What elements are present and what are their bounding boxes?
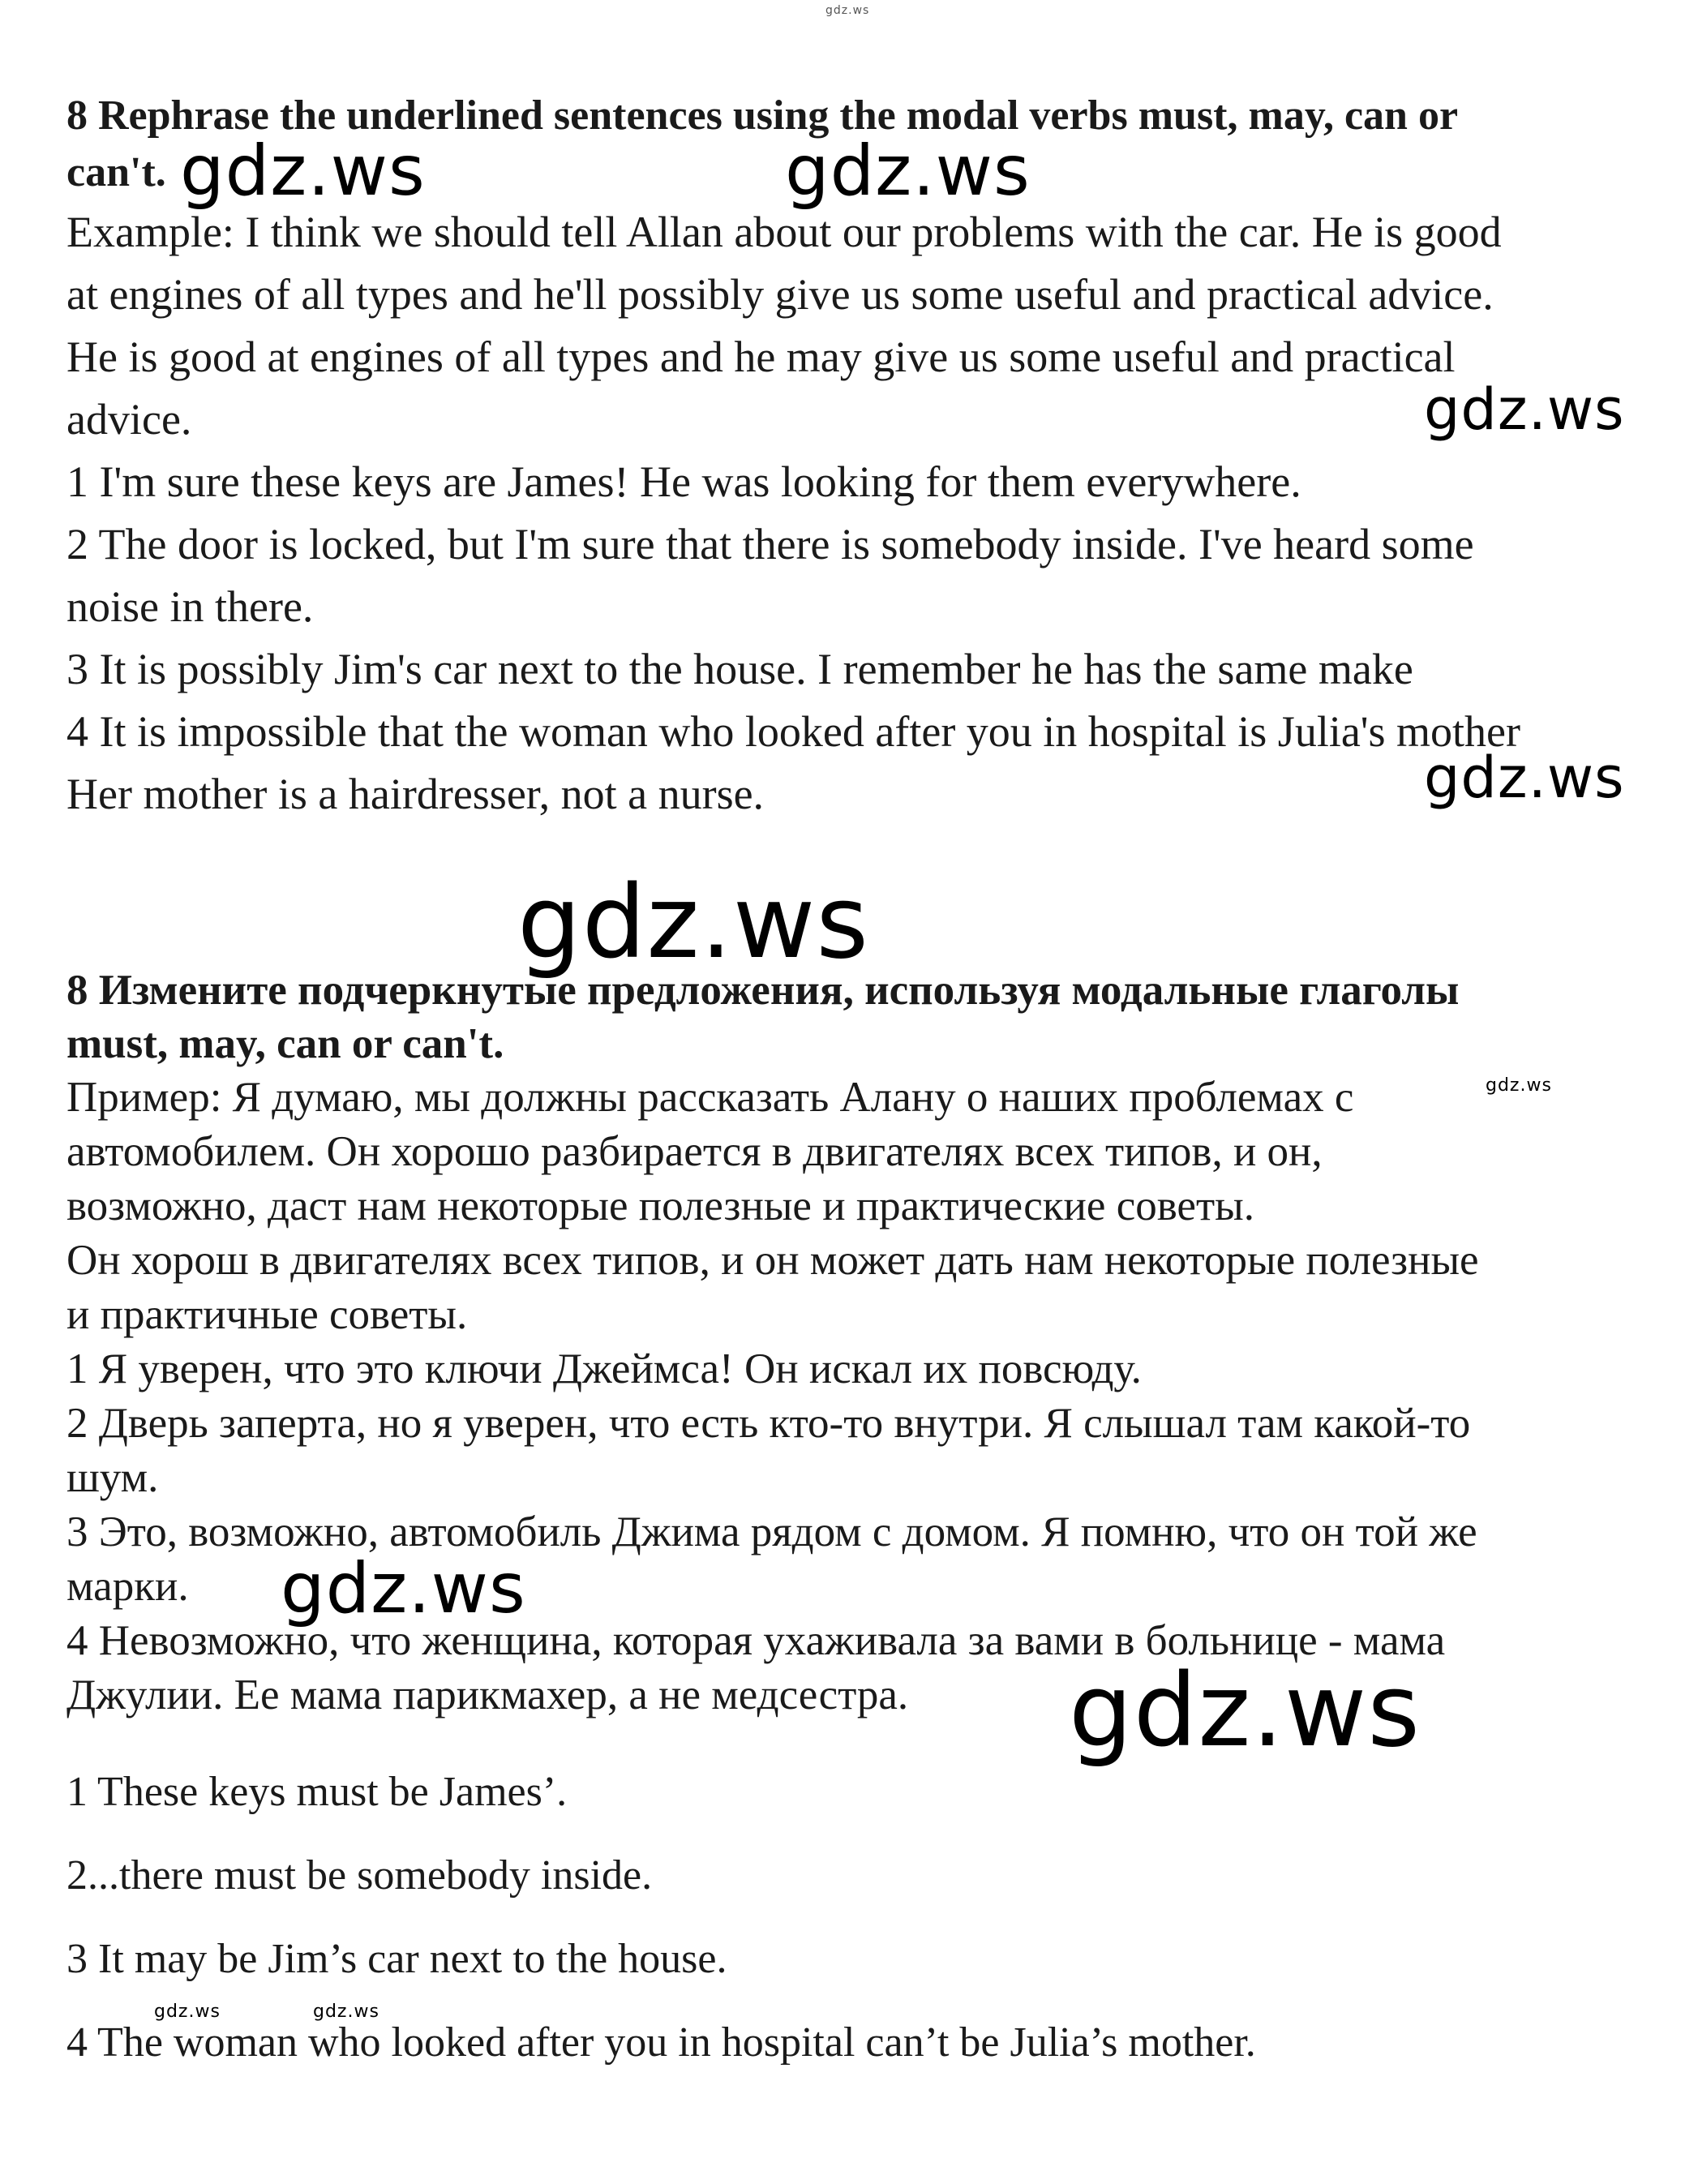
answer-line: 2...there must be somebody inside. (66, 1852, 653, 1899)
watermark-small: gdz.ws (1486, 1075, 1552, 1096)
english-line: 1 I'm sure these keys are James! He was looking for them everywhere. (66, 457, 1301, 506)
english-line: Example: I think we should tell Allan about our problems with the car. He is good (66, 208, 1502, 256)
english-line: 2 The door is locked, but I'm sure that there is somebody inside. I've heard some (66, 520, 1474, 569)
answer-line: 1 These keys must be James’. (66, 1769, 568, 1815)
answers-block (66, 1750, 1648, 2084)
english-heading-line-2: can't. (66, 149, 166, 195)
russian-line: автомобилем. Он хорошо разбирается в двигателях всех типов, и он, (66, 1128, 1323, 1175)
watermark-small: gdz.ws (313, 2002, 379, 2022)
english-line: advice. (66, 395, 192, 444)
watermark: gdz.ws (1424, 744, 1625, 811)
russian-heading-line-1: 8 Измените подчеркнутые предложения, используя модальные глаголы (66, 967, 1460, 1014)
russian-line: и практичные советы. (66, 1291, 468, 1338)
watermark-large: gdz.ws (1069, 1653, 1421, 1770)
watermark: gdz.ws (1424, 376, 1625, 443)
watermark-large: gdz.ws (517, 865, 869, 981)
russian-line: 1 Я уверен, что это ключи Джеймса! Он искал их повсюду. (66, 1345, 1142, 1392)
english-line: He is good at engines of all types and he may give us some useful and practical (66, 333, 1456, 381)
russian-line: Джулии. Ее мама парикмахер, а не медсестра. (66, 1671, 909, 1718)
watermark-micro: gdz.ws (825, 4, 870, 17)
answer-line: 4 The woman who looked after you in hospital can’t be Julia’s mother. (66, 2019, 1256, 2066)
english-line: noise in there. (66, 582, 314, 631)
english-heading-line-1: 8 Rephrase the underlined sentences using the modal verbs must, may, can or (66, 92, 1459, 139)
english-line: 3 It is possibly Jim's car next to the house. I remember he has the same make (66, 645, 1413, 693)
russian-line: 2 Дверь заперта, но я уверен, что есть кто-то внутри. Я слышал там какой-то (66, 1400, 1471, 1447)
russian-line: Пример: Я думаю, мы должны рассказать Алану о наших проблемах с (66, 1074, 1354, 1121)
russian-heading-line-2: must, may, can or can't. (66, 1020, 504, 1067)
watermark: gdz.ws (281, 1548, 526, 1629)
watermark: gdz.ws (180, 131, 426, 212)
english-line: 4 It is impossible that the woman who looked after you in hospital is Julia's mother (66, 707, 1520, 756)
english-line: Her mother is a hairdresser, not a nurse. (66, 770, 765, 818)
russian-line: 4 Невозможно, что женщина, которая ухаживала за вами в больнице - мама (66, 1617, 1446, 1664)
english-line: at engines of all types and he'll possibly give us some useful and practical advice. (66, 270, 1494, 319)
russian-line: 3 Это, возможно, автомобиль Джима рядом с домом. Я помню, что он той же (66, 1508, 1477, 1555)
russian-line: Он хорош в двигателях всех типов, и он может дать нам некоторые полезные (66, 1237, 1479, 1284)
watermark: gdz.ws (785, 131, 1031, 212)
watermark-small: gdz.ws (154, 2002, 221, 2022)
answer-line: 3 It may be Jim’s car next to the house. (66, 1936, 727, 1982)
russian-line: возможно, даст нам некоторые полезные и практические советы. (66, 1182, 1254, 1229)
russian-line: марки. (66, 1563, 189, 1610)
russian-line: шум. (66, 1454, 159, 1501)
